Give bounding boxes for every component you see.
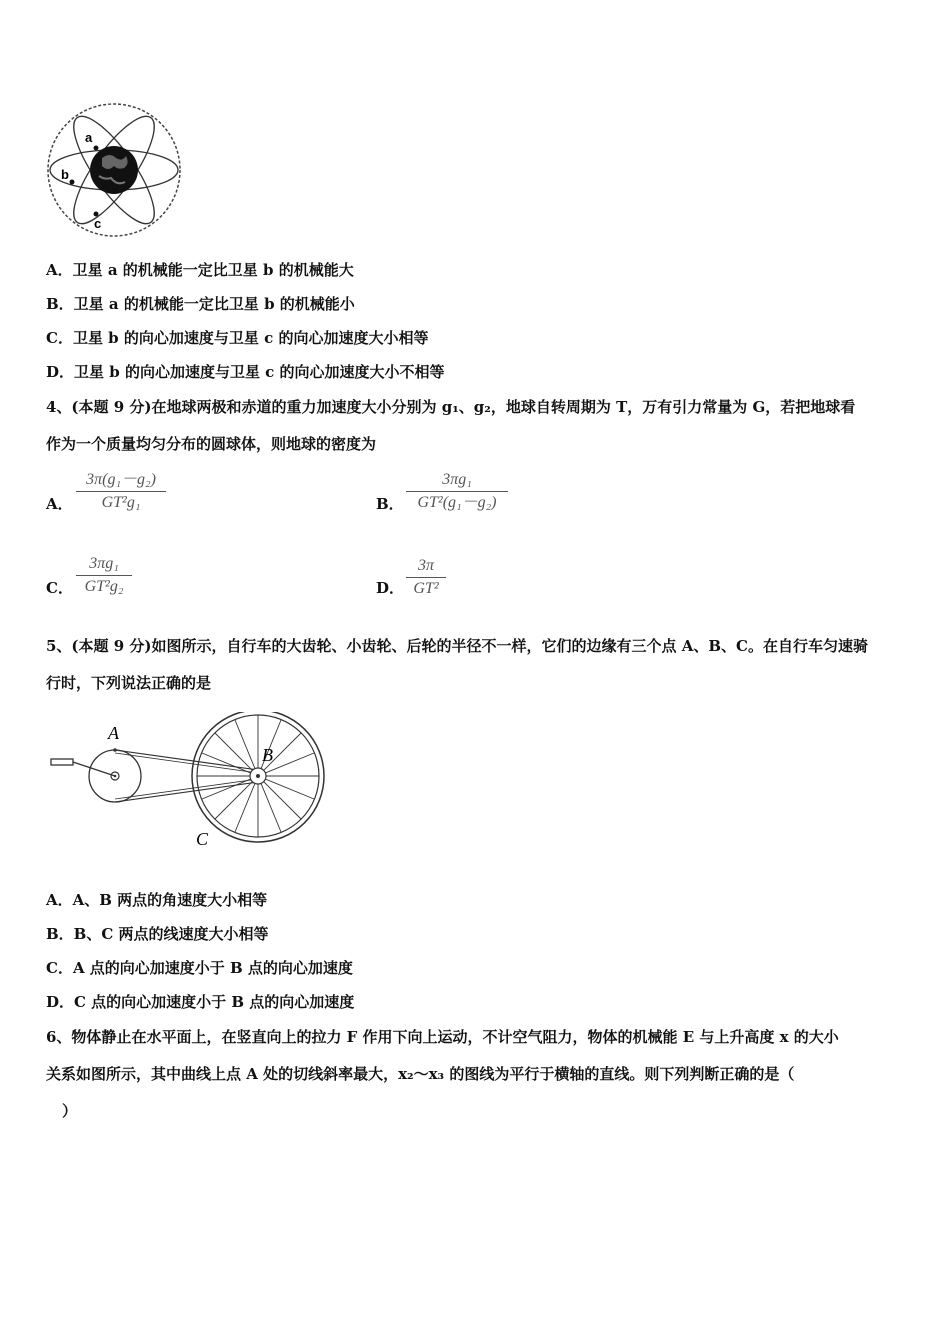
q4-option-d-numerator: 3π: [417, 557, 434, 574]
q4-option-a-denominator: GT²g₁: [101, 494, 141, 511]
q3-option-a: A．卫星 a 的机械能一定比卫星 b 的机械能大: [46, 261, 354, 279]
q6-stem-line2: 关系如图所示，其中曲线上点 A 处的切线斜率最大，x₂～x₃ 的图线为平行于横轴的直线。则下列判断正确的是（: [46, 1065, 795, 1083]
point-label-a: A: [108, 723, 119, 743]
q4-stem-line2: 作为一个质量均匀分布的圆球体，则地球的密度为: [46, 435, 377, 453]
q6-stem-line1: 6、物体静止在水平面上，在竖直向上的拉力 F 作用下向上运动，不计空气阻力，物体的机械能 E 与上升高度 x 的大小: [46, 1028, 839, 1046]
bicycle-gear-figure: [48, 712, 338, 852]
q3-option-c: C．卫星 b 的向心加速度与卫星 c 的向心加速度大小相等: [46, 329, 429, 347]
q5-option-c: C．A 点的向心加速度小于 B 点的向心加速度: [46, 959, 353, 977]
q4-option-b-numerator: 3πg₁: [442, 471, 472, 488]
satellite-label-b: b: [61, 167, 69, 182]
q4-option-c-fraction: [76, 554, 132, 597]
q3-option-b: B．卫星 a 的机械能一定比卫星 b 的机械能小: [46, 295, 355, 313]
q4-option-a-label: A．: [46, 495, 73, 513]
q4-option-c-denominator: GT²g₂: [84, 578, 124, 595]
q4-option-a-numerator: 3π(g₁－g₂): [86, 471, 156, 488]
q5-stem-line2: 行时，下列说法正确的是: [46, 674, 212, 692]
q4-option-b-denominator: GT²(g₁－g₂): [417, 494, 497, 511]
q4-option-d-denominator: GT²: [413, 580, 439, 597]
q3-option-d: D．卫星 b 的向心加速度与卫星 c 的向心加速度大小不相等: [46, 363, 445, 381]
q4-option-c-label: C．: [46, 579, 73, 597]
q5-option-a: A．A、B 两点的角速度大小相等: [46, 891, 268, 909]
q4-option-d-fraction: [406, 556, 446, 599]
q4-option-d-label: D．: [376, 579, 405, 597]
q5-stem-line1: 5、(本题 9 分)如图所示，自行车的大齿轮、小齿轮、后轮的半径不一样，它们的边缘有三个点 A、B、C。在自行车匀速骑: [46, 637, 868, 655]
satellite-orbits-figure: [44, 100, 184, 240]
point-label-c: C: [196, 829, 209, 849]
q4-option-a-fraction: [76, 470, 166, 513]
q4-option-c-numerator: 3πg₁: [89, 555, 119, 572]
satellite-label-c: c: [94, 216, 102, 231]
q4-option-b-fraction: [406, 470, 508, 513]
q5-option-d: D．C 点的向心加速度小于 B 点的向心加速度: [46, 993, 355, 1011]
q6-stem-line3: ）: [62, 1102, 78, 1120]
q5-option-b: B．B、C 两点的线速度大小相等: [46, 925, 269, 943]
point-label-b: B: [262, 745, 273, 765]
q4-stem-line1: 4、(本题 9 分)在地球两极和赤道的重力加速度大小分别为 g₁、g₂，地球自转周期为 T，万有引力常量为 G，若把地球看: [46, 398, 856, 416]
q4-option-b-label: B．: [376, 495, 404, 513]
satellite-label-a: a: [85, 130, 93, 145]
